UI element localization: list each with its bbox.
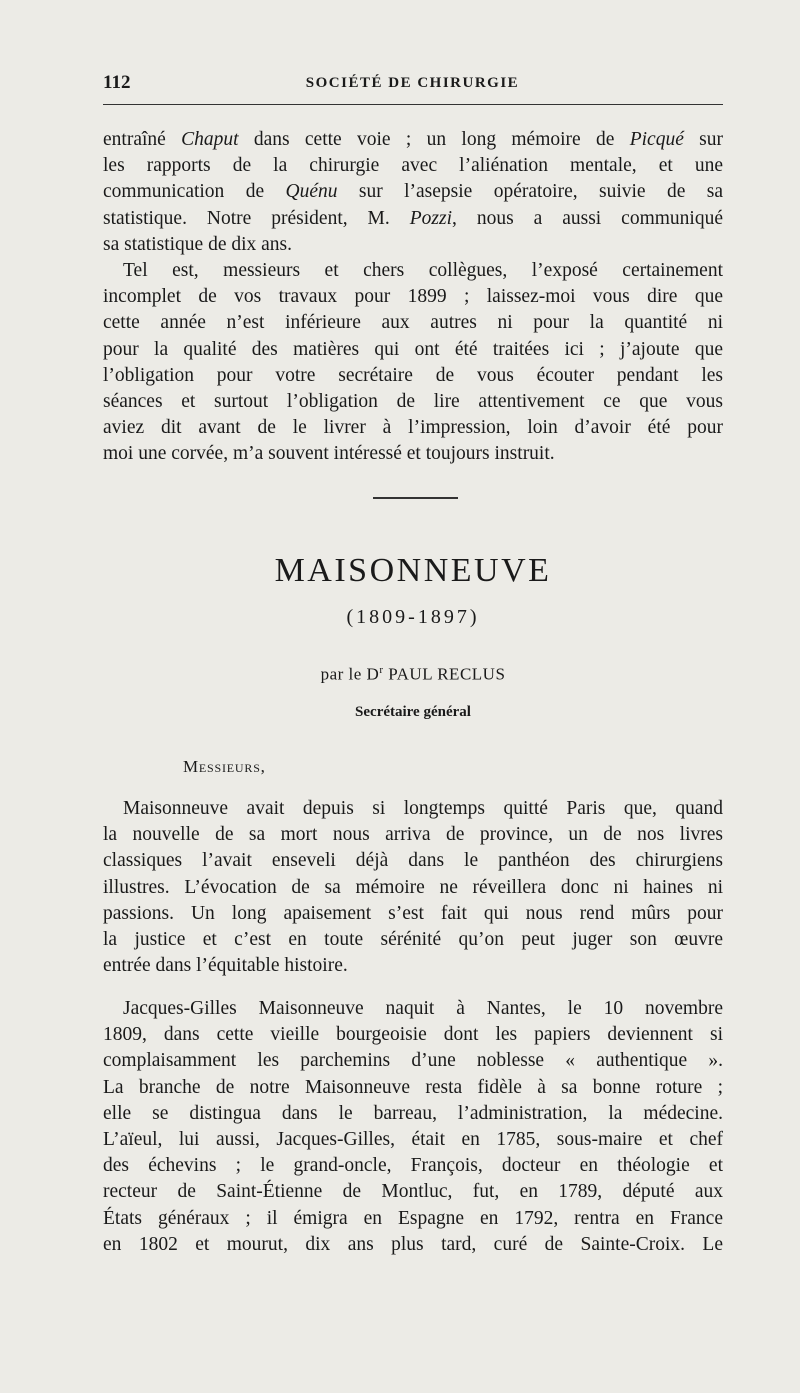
text-line: entraîné Chaput dans cette voie ; un long mémoire de Picqué sur (103, 129, 723, 150)
paragraph-2 (103, 996, 723, 1258)
text-line: la justice et c’est en toute sérénité qu’on peut juger son œuvre (103, 928, 723, 950)
text-line: Tel est, messieurs et chers collègues, l’exposé certainement (123, 260, 723, 281)
salutation: Messieurs, (183, 757, 266, 776)
text-line: communication de Quénu sur l’asepsie opératoire, suivie de sa (103, 181, 723, 203)
text-line: illustres. L’évocation de sa mémoire ne réveillera donc ni haines ni (103, 876, 723, 898)
text-line: passions. Un long apaisement s’est fait qui nous rend mûrs pour (103, 902, 723, 924)
text-line: aviez dit avant de le livrer à l’impression, loin d’avoir été pour (103, 417, 723, 439)
text-line: recteur de Saint-Étienne de Montluc, fut, en 1789, député aux (103, 1181, 723, 1203)
closing-paragraph (103, 258, 723, 468)
text-line: États généraux ; il émigra en Espagne en 1792, rentra en France (103, 1207, 723, 1229)
text-line: sa statistique de dix ans. (103, 233, 293, 255)
text-line: des échevins ; le grand-oncle, François, docteur en théologie et (103, 1155, 723, 1177)
section-separator (373, 497, 458, 499)
text-line: l’obligation pour votre secrétaire de vous écouter pendant les (103, 364, 723, 386)
text-line: elle se distingua dans le barreau, l’administration, la médecine. (103, 1102, 723, 1124)
text-line: cette année n’est inférieure aux autres ni pour la quantité ni (103, 312, 723, 334)
text-line: la nouvelle de sa mort nous arriva de province, un de nos livres (103, 824, 723, 846)
text-line: 1809, dans cette vieille bourgeoisie dont les papiers deviennent si (103, 1024, 723, 1046)
text-line: Maisonneuve avait depuis si longtemps quitté Paris que, quand (123, 798, 723, 819)
text-line: incomplet de vos travaux pour 1899 ; laissez-moi vous dire que (103, 286, 723, 308)
text-line: moi une corvée, m’a souvent intéressé et toujours instruit. (103, 443, 555, 465)
text-line: séances et surtout l’obligation de lire attentivement ce que vous (103, 390, 723, 412)
text-line: pour la qualité des matières qui ont été traitées ici ; j’ajoute que (103, 338, 723, 360)
text-line: complaisamment les parchemins d’une noblesse « authentique ». (103, 1050, 723, 1072)
text-line: en 1802 et mourut, dix ans plus tard, curé de Sainte-Croix. Le (103, 1233, 723, 1255)
intro-paragraph (103, 127, 723, 258)
text-line: La branche de notre Maisonneuve resta fidèle à sa bonne roture ; (103, 1076, 723, 1098)
page-header (103, 72, 722, 94)
text-line: classiques l’avait enseveli déjà dans le panthéon des chirurgiens (103, 850, 723, 872)
running-title: SOCIÉTÉ DE CHIRURGIE (305, 75, 520, 91)
header-rule (103, 104, 723, 105)
paragraph-1 (103, 796, 723, 979)
page-number: 112 (103, 72, 131, 93)
article-dates: (1809-1897) (346, 606, 480, 628)
author-role: Secrétaire général (355, 704, 471, 720)
article-author: par le $D^r$ PAUL RECLUS (320, 664, 506, 684)
article-title: MAISONNEUVE (274, 552, 552, 589)
text-line: L’aïeul, lui aussi, Jacques-Gilles, était en 1785, sous-maire et chef (103, 1128, 723, 1150)
text-line: Jacques-Gilles Maisonneuve naquit à Nantes, le 10 novembre (123, 998, 723, 1019)
text-line: les rapports de la chirurgie avec l’aliénation mentale, et une (103, 155, 723, 177)
text-line: entrée dans l’équitable histoire. (103, 955, 348, 977)
text-line: statistique. Notre président, M. Pozzi, nous a aussi communiqué (103, 207, 723, 229)
